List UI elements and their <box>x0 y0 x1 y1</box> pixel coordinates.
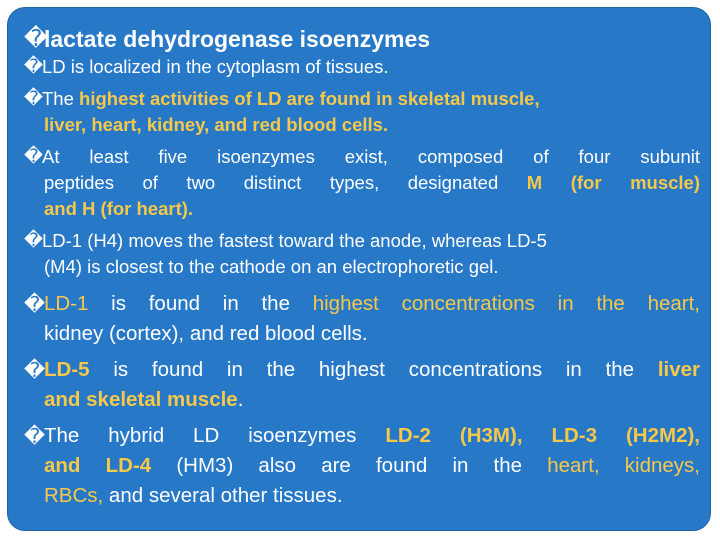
slide-title: lactate dehydrogenase isoenzymes <box>44 26 431 52</box>
bullet-3-line-2: peptides of two distinct types, designated M (for muscle) <box>44 172 700 193</box>
bullet-4-line-2: (M4) is closest to the cathode on an electrophoretic gel. <box>44 256 499 277</box>
slide <box>7 7 711 531</box>
bullet-5-line-1: LD-1 is found in the highest concentrations in the heart, <box>44 292 700 315</box>
bullet-3-line-1: At least five isoenzymes exist, composed of four subunit <box>42 146 700 167</box>
bullet-2-line-2: liver, heart, kidney, and red blood cells. <box>44 114 389 135</box>
bullet-icon: � <box>24 292 46 316</box>
bullet-icon: � <box>24 424 46 448</box>
bullet-icon: � <box>24 358 46 382</box>
bullet-2-line-1: The highest activities of LD are found in skeletal muscle, <box>42 88 540 109</box>
bullet-6-line-2: and skeletal muscle. <box>44 388 244 411</box>
bullet-4-line-1: LD-1 (H4) moves the fastest toward the anode, whereas LD-5 <box>42 230 547 251</box>
bullet-1-line-1: LD is localized in the cytoplasm of tissues. <box>42 56 389 77</box>
bullet-7-line-1: The hybrid LD isoenzymes LD-2 (H3M), LD-3 (H2M2), <box>44 424 700 447</box>
bullet-7-line-3: RBCs, and several other tissues. <box>44 484 343 507</box>
bullet-7-line-2: and LD-4 (HM3) also are found in the heart, kidneys, <box>44 454 701 477</box>
bullet-icon: � <box>24 88 43 109</box>
bullet-3-line-3: and H (for heart). <box>44 198 194 219</box>
bullet-icon: � <box>24 230 43 251</box>
bullet-icon: � <box>24 56 43 77</box>
bullet-6-line-1: LD-5 is found in the highest concentrations in the liver <box>44 358 700 381</box>
bullet-icon: � <box>24 146 43 167</box>
bullet-5-line-2: kidney (cortex), and red blood cells. <box>44 322 368 345</box>
bullet-icon: � <box>24 26 48 52</box>
